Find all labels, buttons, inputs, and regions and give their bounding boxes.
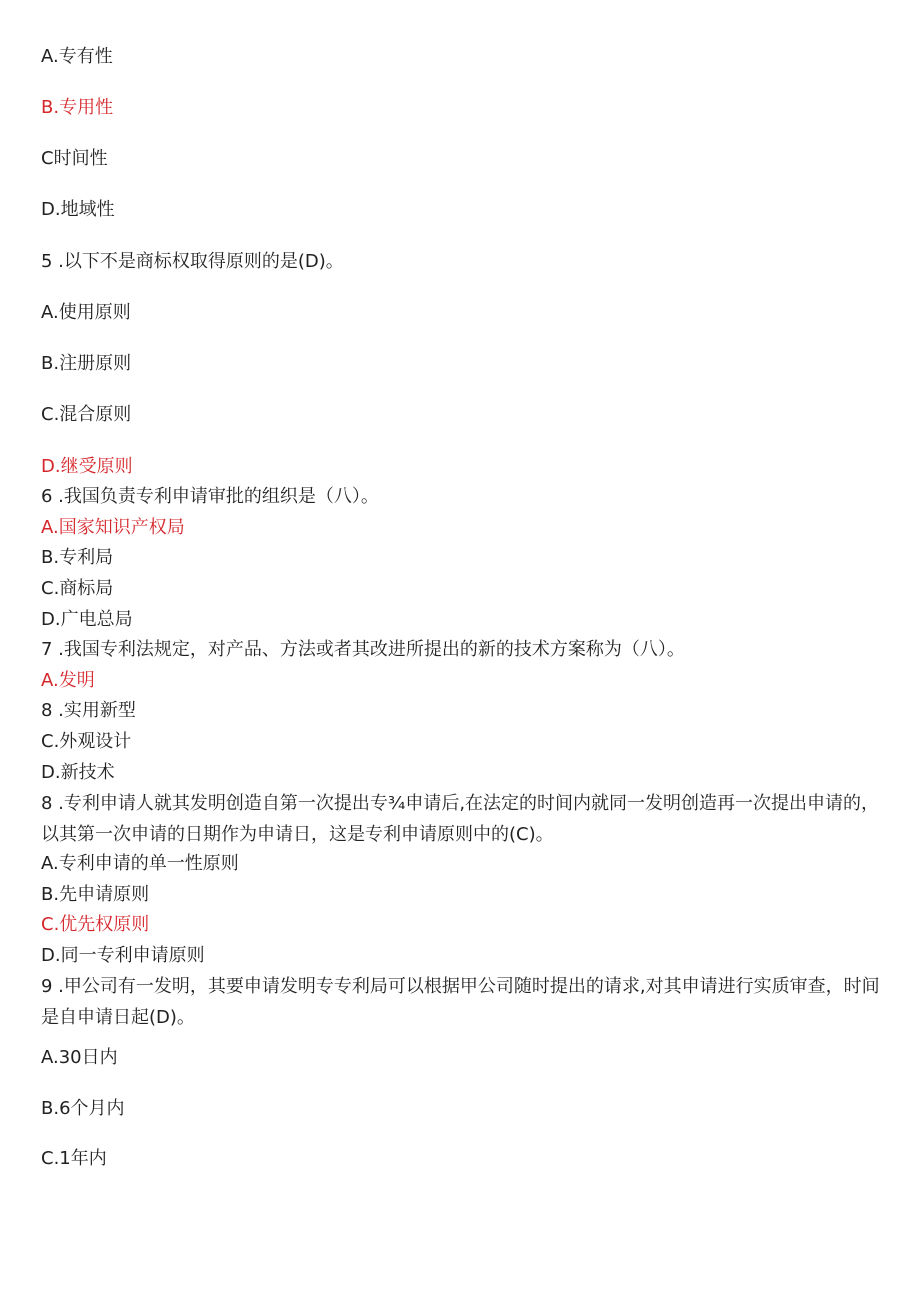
q8-option-b: B.先申请原则 bbox=[41, 884, 150, 905]
q7-option-c: C.外观设计 bbox=[41, 731, 132, 752]
q4-option-a: A.专有性 bbox=[41, 46, 113, 67]
q7-option-b: 8 .实用新型 bbox=[41, 700, 136, 721]
q7-option-a-answer: A.发明 bbox=[41, 670, 95, 691]
q6-option-c: C.商标局 bbox=[41, 578, 114, 599]
q4-option-c: C时间性 bbox=[41, 148, 108, 169]
question-8: 8 .专利申请人就其发明创造自第一次提出专¾申请后,在法定的时间内就同一发明创造再一次提出申请的，以其第一次申请的日期作为申请日，这是专利申请原则中的(C)。 bbox=[41, 793, 880, 845]
q9-option-c: C.1年内 bbox=[41, 1148, 107, 1169]
q6-option-a-answer: A.国家知识产权局 bbox=[41, 517, 185, 538]
q9-option-b: B.6个月内 bbox=[41, 1098, 125, 1119]
q8-option-c-answer: C.优先权原则 bbox=[41, 914, 150, 935]
q7-option-d: D.新技术 bbox=[41, 762, 115, 783]
q8-option-d: D.同一专利申请原则 bbox=[41, 945, 205, 966]
question-5: 5 .以下不是商标权取得原则的是(D)。 bbox=[41, 251, 344, 272]
question-7: 7 .我国专利法规定，对产品、方法或者其改进所提出的新的技术方案称为（八）。 bbox=[41, 639, 685, 660]
question-6: 6 .我国负责专利申请审批的组织是（八）。 bbox=[41, 486, 379, 507]
q6-option-b: B.专利局 bbox=[41, 547, 114, 568]
q4-option-b-answer: B.专用性 bbox=[41, 97, 114, 118]
q5-option-c: C.混合原则 bbox=[41, 404, 132, 425]
q5-option-b: B.注册原则 bbox=[41, 353, 132, 374]
q5-option-a: A.使用原则 bbox=[41, 302, 131, 323]
question-9: 9 .甲公司有一发明，其要申请发明专专利局可以根据甲公司随时提出的请求,对其申请进行实质审查，时间是自申请日起(D)。 bbox=[41, 976, 880, 1028]
q8-option-a: A.专利申请的单一性原则 bbox=[41, 853, 239, 874]
q4-option-d: D.地域性 bbox=[41, 199, 115, 220]
q5-option-d-answer: D.继受原则 bbox=[41, 456, 133, 477]
q9-option-a: A.30日内 bbox=[41, 1047, 118, 1068]
q6-option-d: D.广电总局 bbox=[41, 609, 133, 630]
